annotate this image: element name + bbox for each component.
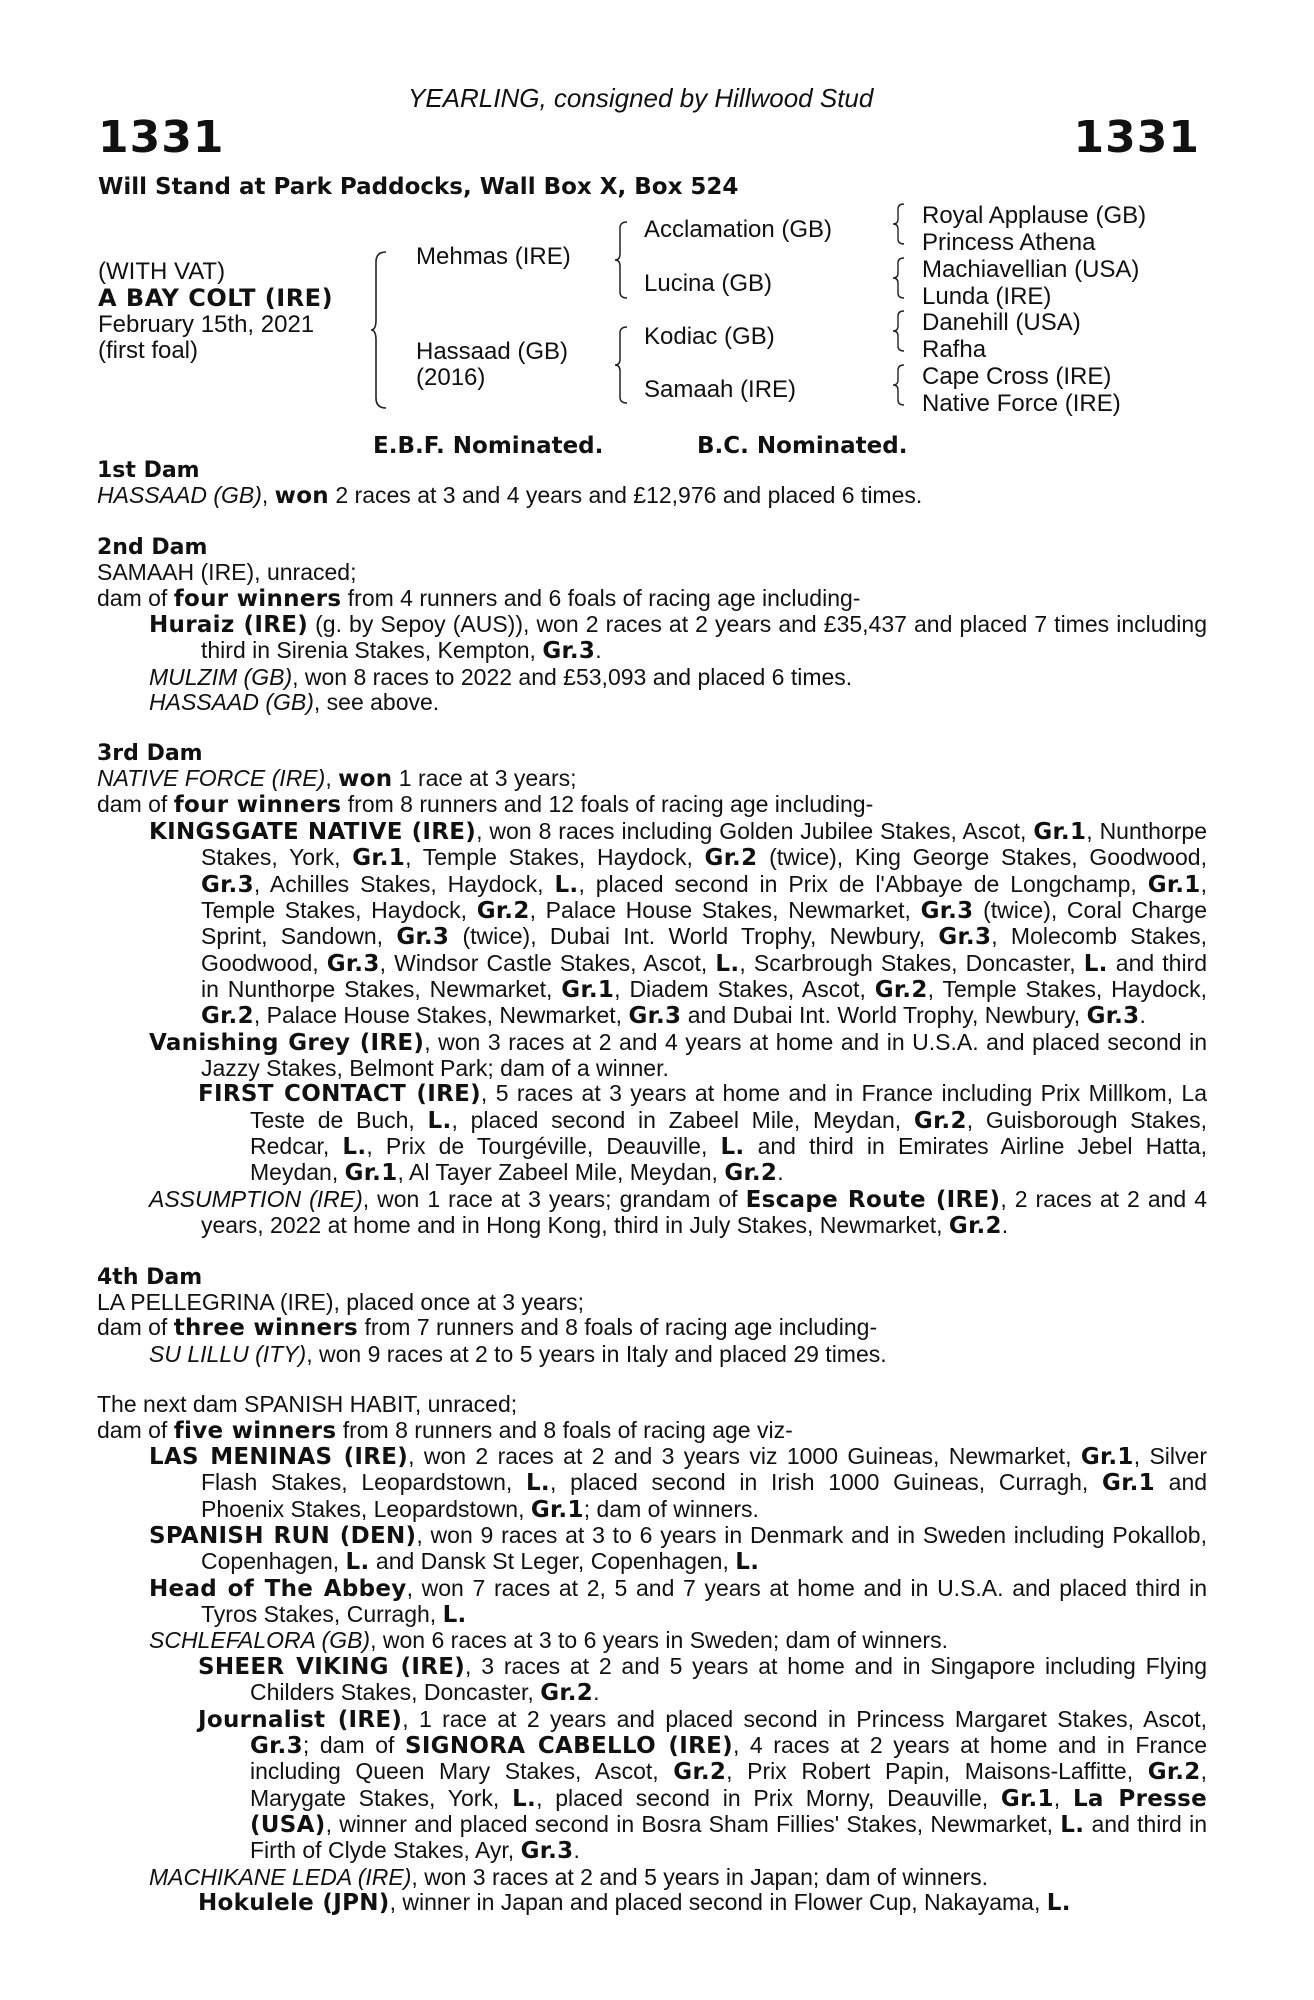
produce-entry-hassaad: HASSAAD (GB), see above. — [149, 689, 440, 716]
lot-number-left: 1331 — [98, 112, 225, 163]
produce-entry-su-lillu: SU LILLU (ITY), won 9 races at 2 to 5 years in Italy and placed 29 times. — [149, 1340, 887, 1367]
fourth-dam-intro: LA PELLEGRINA (IRE), placed once at 3 years; — [97, 1289, 585, 1315]
dam: Hassaad (GB) — [416, 338, 569, 365]
first-dam-heading: 1st Dam — [97, 458, 200, 483]
dam-dam: Samaah (IRE) — [644, 376, 797, 403]
produce-entry-first-contact: FIRST CONTACT (IRE), 5 races at 3 years at home and in France including Prix Millkom, La Teste de Buch, L., placed second in Zabeel Mile, Meydan, Gr.2, Guisborough Stakes, Redcar, L., Prix de Tourgéville, Deauville, L. and third in Emirates Airline Jebel Hatta, Meydan, Gr.1, Al Tayer Zabeel Mile, Meydan, Gr.2. — [198, 1080, 1208, 1187]
dam-sire: Kodiac (GB) — [644, 323, 775, 350]
pedigree-brace-main — [370, 250, 390, 410]
fourth-dam-produce-summary: dam of three winners from 7 runners and 8 foals of racing age including- — [97, 1314, 878, 1342]
fourth-dam-heading: 4th Dam — [97, 1264, 203, 1290]
next-dam-intro: The next dam SPANISH HABIT, unraced; — [97, 1391, 518, 1418]
catalogue-body — [97, 458, 1207, 1916]
produce-entry-head-of-the-abbey: Head of The Abbey, won 7 races at 2, 5 and 7 years at home and in U.S.A. and placed third in Tyros Stakes, Curragh, L. — [149, 1574, 1207, 1629]
sire: Mehmas (IRE) — [416, 243, 571, 270]
grandsire-2: Machiavellian (USA) — [922, 256, 1140, 283]
pedigree-brace-g4 — [892, 363, 906, 407]
second-dam-heading: 2nd Dam — [97, 535, 208, 561]
stabling-location: Will Stand at Park Paddocks, Wall Box X, Box 524 — [98, 174, 739, 200]
granddam-1: Princess Athena — [922, 229, 1096, 256]
pedigree-brace-g2 — [892, 256, 906, 300]
produce-entry-assumption: ASSUMPTION (IRE), won 1 race at 3 years; grandam of Escape Route (IRE), 2 races at 2 and 4 years, 2022 at home and in Hong Kong, third in July Stakes, Newmarket, Gr.2. — [149, 1185, 1207, 1239]
produce-entry-mulzim: MULZIM (GB), won 8 races to 2022 and £53,093 and placed 6 times. — [149, 663, 853, 690]
second-dam-produce-summary: dam of four winners from 4 runners and 6 foals of racing age including- — [97, 584, 861, 612]
produce-entry-schlefalora: SCHLEFALORA (GB), won 6 races at 3 to 6 years in Sweden; dam of winners. — [149, 1627, 948, 1654]
consignment-line: YEARLING, consigned by Hillwood Stud — [408, 83, 874, 113]
second-dam-intro: SAMAAH (IRE), unraced; — [97, 559, 357, 586]
third-dam-produce-summary: dam of four winners from 8 runners and 12 foals of racing age including- — [97, 791, 874, 819]
grandsire-3: Danehill (USA) — [922, 309, 1081, 336]
first-dam-entry: HASSAAD (GB), won 2 races at 3 and 4 years and £12,976 and placed 6 times. — [97, 482, 923, 510]
produce-entry-sheer-viking: SHEER VIKING (IRE), 3 races at 2 and 5 years at home and in Singapore including Flying Childers Stakes, Doncaster, Gr.2. — [198, 1652, 1207, 1707]
produce-entry-hokulele: Hokulele (JPN), winner in Japan and placed second in Flower Cup, Nakayama, L. — [198, 1888, 1071, 1916]
third-dam-heading: 3rd Dam — [97, 740, 203, 766]
grandsire-1: Royal Applause (GB) — [922, 202, 1147, 229]
third-dam-intro: NATIVE FORCE (IRE), won 1 race at 3 years; — [97, 765, 577, 793]
lot-title: A BAY COLT (IRE) — [98, 284, 334, 312]
foal-note: (first foal) — [98, 337, 199, 364]
next-dam-produce-summary: dam of five winners from 8 runners and 8 foals of racing age viz- — [97, 1416, 793, 1444]
produce-entry-spanish-run: SPANISH RUN (DEN), won 9 races at 3 to 6 years in Denmark and in Sweden including Pokallob, Copenhagen, L. and Dansk St Leger, Copenhagen, L. — [149, 1522, 1207, 1576]
produce-entry-kingsgate-native: KINGSGATE NATIVE (IRE), won 8 races including Golden Jubilee Stakes, Ascot, Gr.1, Nunthorpe Stakes, York, Gr.1, Temple Stakes, Haydock, Gr.2 (twice), King George Stakes, Goodwood, Gr.3, Achilles Stakes, Haydock, L., placed second in Prix de l'Abbaye de Longchamp, Gr.1, Temple Stakes, Haydock, Gr.2, Palace House Stakes, Newmarket, Gr.3 (twice), Coral Charge Sprint, Sandown, Gr.3 (twice), Dubai Int. World Trophy, Newbury, Gr.3, Molecomb Stakes, Goodwood, Gr.3, Windsor Castle Stakes, Ascot, L., Scarbrough Stakes, Doncaster, L. and third in Nunthorpe Stakes, Newmarket, Gr.1, Diadem Stakes, Ascot, Gr.2, Temple Stakes, Haydock, Gr.2, Palace House Stakes, Newmarket, Gr.3 and Dubai Int. World Trophy, Newbury, Gr.3. — [149, 817, 1208, 1030]
produce-entry-vanishing-grey: Vanishing Grey (IRE), won 3 races at 2 and 4 years at home and in U.S.A. and placed second in Jazzy Stakes, Belmont Park; dam of a winner. — [149, 1028, 1207, 1081]
sire-sire: Acclamation (GB) — [644, 216, 833, 243]
foaling-date: February 15th, 2021 — [98, 311, 315, 338]
granddam-2: Lunda (IRE) — [922, 283, 1052, 310]
dam-year: (2016) — [416, 364, 486, 391]
granddam-4: Native Force (IRE) — [922, 390, 1121, 417]
bc-nomination: B.C. Nominated. — [697, 433, 908, 459]
pedigree-brace-sire — [614, 220, 630, 300]
lot-number-right: 1331 — [1073, 112, 1200, 163]
produce-entry-machikane-leda: MACHIKANE LEDA (IRE), won 3 races at 2 and 5 years in Japan; dam of winners. — [149, 1863, 989, 1890]
pedigree-brace-g1 — [892, 202, 906, 246]
granddam-3: Rafha — [922, 336, 987, 363]
produce-entry-huraiz: Huraiz (IRE) (g. by Sepoy (AUS)), won 2 races at 2 years and £35,437 and placed 7 times including third in Sirenia Stakes, Kempton, Gr.3. — [149, 611, 1207, 665]
sire-dam: Lucina (GB) — [644, 270, 773, 297]
ebf-nomination: E.B.F. Nominated. — [373, 433, 604, 459]
vat-note: (WITH VAT) — [98, 258, 226, 285]
grandsire-4: Cape Cross (IRE) — [922, 363, 1112, 390]
pedigree-brace-dam — [614, 325, 630, 405]
pedigree-brace-g3 — [892, 309, 906, 353]
produce-entry-journalist: Journalist (IRE), 1 race at 2 years and placed second in Princess Margaret Stakes, Ascot, Gr.3; dam of SIGNORA CABELLO (IRE), 4 races at 2 years at home and in France including Queen Mary Stakes, Ascot, Gr.2, Prix Robert Papin, Maisons-Laffitte, Gr.2, Marygate Stakes, York, L., placed second in Prix Morny, Deauville, Gr.1, La Presse (USA), winner and placed second in Bosra Sham Fillies' Stakes, Newmarket, L. and third in Firth of Clyde Stakes, Ayr, Gr.3. — [198, 1705, 1208, 1865]
produce-entry-las-meninas: LAS MENINAS (IRE), won 2 races at 2 and 3 years viz 1000 Guineas, Newmarket, Gr.1, Silver Flash Stakes, Leopardstown, L., placed second in Irish 1000 Guineas, Curragh, Gr.1 and Phoenix Stakes, Leopardstown, Gr.1; dam of winners. — [149, 1443, 1208, 1523]
